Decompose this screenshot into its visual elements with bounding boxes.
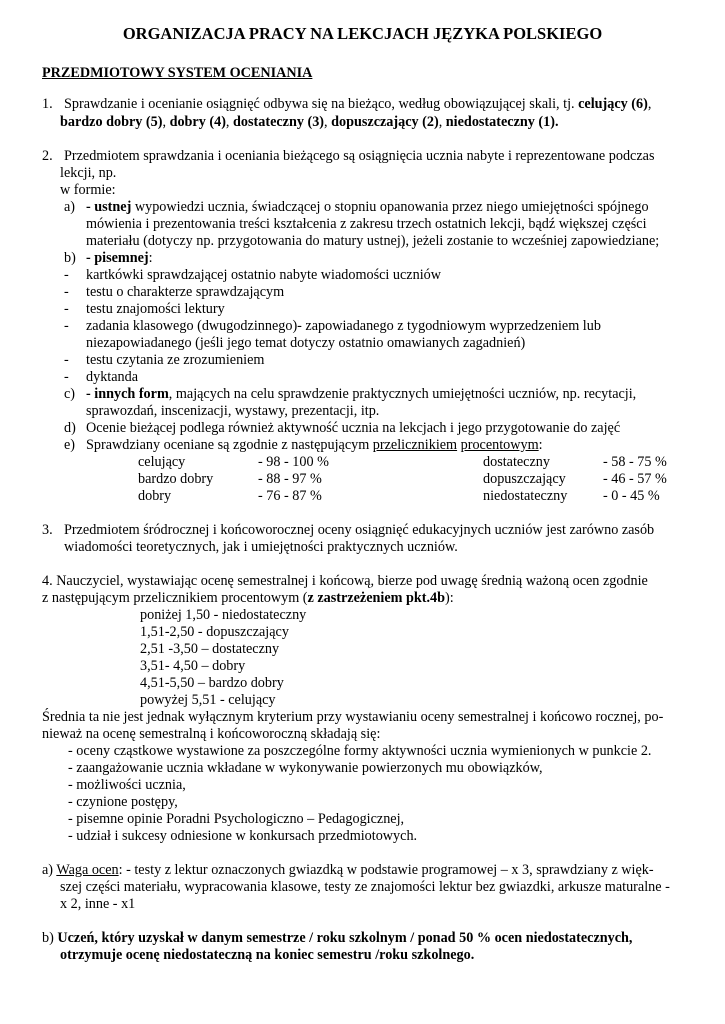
scale-item: 2,51 -3,50 – dostateczny bbox=[140, 641, 280, 657]
p1-line2: bardzo dobry (5), dobry (4), dostateczny (3), dopuszczający (2), niedostateczny (1). bbox=[60, 114, 559, 130]
table-grade: dopuszczający bbox=[483, 471, 566, 487]
p2-line2: lekcji, np. bbox=[60, 165, 117, 181]
item-a-label: a) bbox=[64, 199, 76, 215]
p3-line1: Przedmiotem śródrocznej i końcoworocznej oceny osiągnięć edukacyjnych uczniów jest zarówno zasób bbox=[64, 522, 655, 538]
list-dash: - bbox=[64, 318, 69, 334]
item-e-label: e) bbox=[64, 437, 76, 453]
list-dash: - bbox=[64, 369, 69, 385]
table-grade: bardzo dobry bbox=[138, 471, 214, 487]
list-dash: - bbox=[64, 301, 69, 317]
item-a-line2: mówienia i prezentowania treści kształcenia z zakresu trzech ostatnich lekcji, bądź większej części bbox=[86, 216, 647, 232]
p2-line3: w formie: bbox=[60, 182, 116, 198]
list-dash: - bbox=[64, 284, 69, 300]
table-grade: dostateczny bbox=[483, 454, 550, 470]
table-grade: niedostateczny bbox=[483, 488, 568, 504]
table-grade: dobry bbox=[138, 488, 172, 504]
list-item: testu o charakterze sprawdzającym bbox=[86, 284, 285, 300]
list-item: dyktanda bbox=[86, 369, 139, 385]
scale-item: 4,51-5,50 – bardzo dobry bbox=[140, 675, 284, 691]
p3-line2: wiadomości teoretycznych, jak i umiejętności praktycznych uczniów. bbox=[64, 539, 458, 555]
grade-6: celujący (6) bbox=[578, 96, 648, 112]
table-grade: celujący bbox=[138, 454, 186, 470]
scale-item: 1,51-2,50 - dopuszczający bbox=[140, 624, 289, 640]
item-b-label: b) bbox=[64, 250, 76, 266]
page-title: ORGANIZACJA PRACY NA LEKCJACH JĘZYKA POLSKIEGO bbox=[122, 24, 603, 43]
pa-line1: a) Waga ocen: - testy z lektur oznaczonych gwiazdką w podstawie programowej – x 3, sprawdziany z więk- bbox=[42, 862, 654, 878]
list-item: zadania klasowego (dwugodzinnego)- zapowiadanego z tygodniowym wyprzedzeniem lub bbox=[86, 318, 601, 334]
p1-line1: Sprawdzanie i ocenianie osiągnięć odbywa się na bieżąco, według obowiązującej skali, tj. celujący (6), bbox=[64, 96, 652, 112]
table-range: - 58 - 75 % bbox=[603, 454, 667, 470]
table-range: - 98 - 100 % bbox=[258, 454, 329, 470]
scale-item: poniżej 1,50 - niedostateczny bbox=[140, 607, 307, 623]
factor-item: - możliwości ucznia, bbox=[68, 777, 186, 793]
list-dash: - bbox=[64, 352, 69, 368]
p4-line1: 4. Nauczyciel, wystawiając ocenę semestralnej i końcową, bierze pod uwagę średnią ważoną ocen zgodnie bbox=[42, 573, 648, 589]
average-line2: nieważ na ocenę semestralną i końcoworoczną składają się: bbox=[42, 726, 381, 742]
item-a-line3: materiału (dotyczy np. przygotowania do matury ustnej), jeżeli zostanie to wcześniej zapowiedziane; bbox=[86, 233, 660, 249]
p2-line1: Przedmiotem sprawdzania i oceniania bieżącego są osiągnięcia ucznia nabyte i reprezentowane podczas bbox=[64, 148, 655, 164]
item-a-line1: - ustnej wypowiedzi ucznia, świadczącej o stopniu opanowania przez niego umiejętności spójnego bbox=[86, 199, 649, 215]
section-heading: PRZEDMIOTOWY SYSTEM OCENIANIA bbox=[42, 65, 313, 81]
item-c-line2: sprawozdań, inscenizacji, wystawy, prezentacji, itp. bbox=[86, 403, 380, 419]
factor-item: - udział i sukcesy odniesione w konkursach przedmiotowych. bbox=[68, 828, 418, 844]
p4-line2: z następującym przelicznikiem procentowym (z zastrzeżeniem pkt.4b): bbox=[42, 590, 454, 606]
table-range: - 76 - 87 % bbox=[258, 488, 322, 504]
p1-number: 1. bbox=[42, 96, 53, 112]
item-c-line1: - innych form, mających na celu sprawdzenie praktycznych umiejętności uczniów, np. recytacji, bbox=[86, 386, 637, 402]
table-range: - 46 - 57 % bbox=[603, 471, 667, 487]
list-item-cont: niezapowiadanego (jeśli jego temat dotyczy ostatnio omawianych zagadnień) bbox=[86, 335, 526, 351]
factor-item: - czynione postępy, bbox=[68, 794, 178, 810]
p3-number: 3. bbox=[42, 522, 53, 538]
factor-item: - pisemne opinie Poradni Psychologiczno – Pedagogicznej, bbox=[68, 811, 405, 827]
list-dash: - bbox=[64, 267, 69, 283]
table-range: - 88 - 97 % bbox=[258, 471, 322, 487]
pb-line1: b) Uczeń, który uzyskał w danym semestrze / roku szkolnym / ponad 50 % ocen niedostatecznych, bbox=[42, 930, 633, 946]
item-c-label: c) bbox=[64, 386, 76, 402]
table-range: - 0 - 45 % bbox=[603, 488, 660, 504]
scale-item: 3,51- 4,50 – dobry bbox=[140, 658, 246, 674]
list-item: testu znajomości lektury bbox=[86, 301, 225, 317]
scale-item: powyżej 5,51 - celujący bbox=[140, 692, 276, 708]
list-item: testu czytania ze zrozumieniem bbox=[86, 352, 265, 368]
pa-line3: x 2, inne - x1 bbox=[60, 896, 136, 912]
item-e-text: Sprawdziany oceniane są zgodnie z następującym przelicznikiem procentowym: bbox=[86, 437, 543, 453]
item-d-label: d) bbox=[64, 420, 76, 436]
list-item: kartkówki sprawdzającej ostatnio nabyte wiadomości uczniów bbox=[86, 267, 441, 283]
factor-item: - zaangażowanie ucznia wkładane w wykonywanie powierzonych mu obowiązków, bbox=[68, 760, 543, 776]
pb-line2: otrzymuje ocenę niedostateczną na koniec semestru /roku szkolnego. bbox=[60, 947, 475, 963]
item-d-text: Ocenie bieżącej podlega również aktywność ucznia na lekcjach i jego przygotowanie do zajęć bbox=[86, 420, 621, 436]
item-b-heading: - pisemnej: bbox=[86, 250, 153, 266]
average-line1: Średnia ta nie jest jednak wyłącznym kryterium przy wystawianiu oceny semestralnej i końcowo rocznej, po- bbox=[42, 709, 664, 725]
pa-line2: szej części materiału, wypracowania klasowe, testy ze znajomości lektur bez gwiazdki, arkusze maturalne - bbox=[60, 879, 670, 895]
factor-item: - oceny cząstkowe wystawione za poszczególne formy aktywności ucznia wymienionych w punkcie 2. bbox=[68, 743, 652, 759]
p2-number: 2. bbox=[42, 148, 53, 164]
